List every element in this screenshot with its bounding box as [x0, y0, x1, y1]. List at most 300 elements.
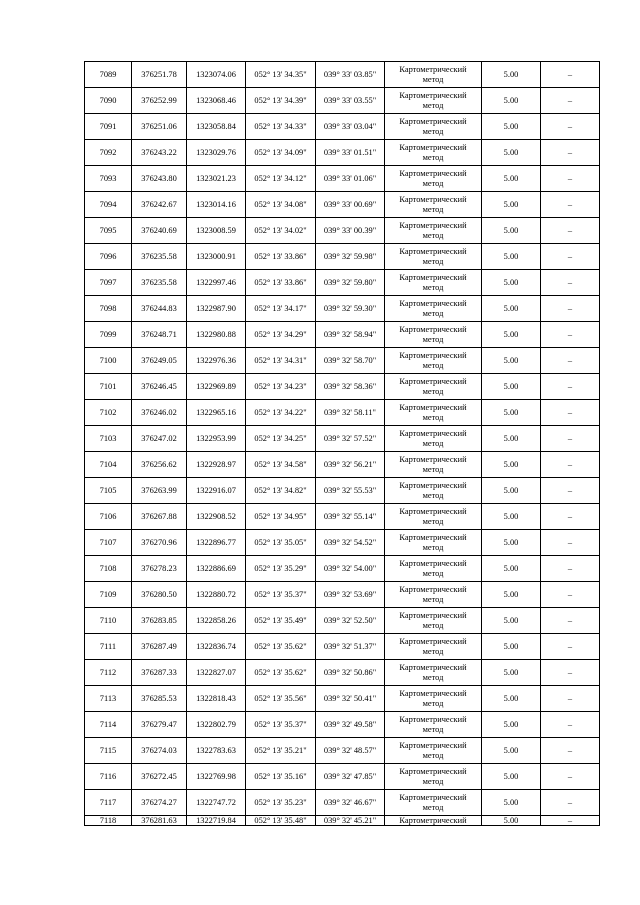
- cell-accuracy: 5.00: [482, 348, 541, 374]
- cell-lon: 039° 32' 53.69": [316, 582, 385, 608]
- cell-x: 376251.78: [132, 62, 187, 88]
- cell-num: 7110: [85, 608, 132, 634]
- method-line: метод: [422, 464, 444, 474]
- cell-method: [385, 686, 482, 712]
- cell-accuracy: 5.00: [482, 660, 541, 686]
- cell-num: 7108: [85, 556, 132, 582]
- cell-note: –: [541, 348, 600, 374]
- method-line: метод: [422, 724, 444, 734]
- cell-y: 1323058.84: [187, 114, 246, 140]
- cell-y: 1322747.72: [187, 790, 246, 816]
- table-row: [85, 478, 600, 504]
- table-row: [85, 582, 600, 608]
- cell-lon: 039° 32' 57.52": [316, 426, 385, 452]
- cell-note: –: [541, 790, 600, 816]
- cell-num: 7107: [85, 530, 132, 556]
- method-line: Картометрический: [399, 558, 467, 568]
- method-line: метод: [422, 360, 444, 370]
- cell-num: 7116: [85, 764, 132, 790]
- cell-y: 1322916.07: [187, 478, 246, 504]
- cell-y: 1322969.89: [187, 374, 246, 400]
- cell-lon: 039° 32' 45.21": [316, 816, 385, 826]
- cell-x: 376246.02: [132, 400, 187, 426]
- cell-lat: 052° 13' 34.09": [246, 140, 316, 166]
- cell-lat: 052° 13' 34.02": [246, 218, 316, 244]
- method-line: метод: [422, 542, 444, 552]
- cell-y: 1322976.36: [187, 348, 246, 374]
- cell-num: 7096: [85, 244, 132, 270]
- cell-note: –: [541, 686, 600, 712]
- method-line: Картометрический: [399, 350, 467, 360]
- cell-method: [385, 140, 482, 166]
- cell-lon: 039° 32' 58.11": [316, 400, 385, 426]
- cell-y: 1322886.69: [187, 556, 246, 582]
- cell-lat: 052° 13' 35.29": [246, 556, 316, 582]
- cell-method: [385, 400, 482, 426]
- cell-num: 7090: [85, 88, 132, 114]
- cell-lon: 039° 32' 58.36": [316, 374, 385, 400]
- cell-method: [385, 244, 482, 270]
- cell-method: [385, 582, 482, 608]
- table-row: [85, 816, 600, 826]
- cell-method: [385, 114, 482, 140]
- cell-num: 7117: [85, 790, 132, 816]
- table-row: [85, 296, 600, 322]
- cell-lon: 039° 33' 03.04": [316, 114, 385, 140]
- cell-x: 376274.03: [132, 738, 187, 764]
- method-line: Картометрический: [399, 142, 467, 152]
- cell-note: –: [541, 166, 600, 192]
- cell-method: [385, 816, 482, 826]
- table-row: [85, 374, 600, 400]
- table-row: [85, 764, 600, 790]
- cell-num: 7099: [85, 322, 132, 348]
- cell-lat: 052° 13' 35.62": [246, 660, 316, 686]
- cell-y: 1322908.52: [187, 504, 246, 530]
- cell-method: [385, 166, 482, 192]
- cell-method: [385, 192, 482, 218]
- cell-y: 1322719.84: [187, 816, 246, 826]
- cell-note: –: [541, 556, 600, 582]
- method-line: метод: [422, 178, 444, 188]
- method-line: Картометрический: [399, 90, 467, 100]
- cell-accuracy: 5.00: [482, 218, 541, 244]
- method-line: метод: [422, 386, 444, 396]
- cell-y: 1322827.07: [187, 660, 246, 686]
- cell-note: –: [541, 140, 600, 166]
- cell-accuracy: 5.00: [482, 530, 541, 556]
- cell-method: [385, 296, 482, 322]
- cell-lat: 052° 13' 33.86": [246, 244, 316, 270]
- cell-note: –: [541, 764, 600, 790]
- table-row: [85, 62, 600, 88]
- cell-num: 7112: [85, 660, 132, 686]
- cell-x: 376251.06: [132, 114, 187, 140]
- cell-num: 7104: [85, 452, 132, 478]
- cell-x: 376279.47: [132, 712, 187, 738]
- method-line: метод: [422, 776, 444, 786]
- method-line: Картометрический: [399, 376, 467, 386]
- cell-accuracy: 5.00: [482, 686, 541, 712]
- table-row: [85, 192, 600, 218]
- cell-accuracy: 5.00: [482, 426, 541, 452]
- cell-lon: 039° 32' 50.41": [316, 686, 385, 712]
- method-line: Картометрический: [399, 64, 467, 74]
- cell-accuracy: 5.00: [482, 790, 541, 816]
- cell-method: [385, 556, 482, 582]
- cell-accuracy: 5.00: [482, 816, 541, 826]
- cell-note: –: [541, 816, 600, 826]
- cell-method: [385, 738, 482, 764]
- cell-lon: 039° 33' 03.85": [316, 62, 385, 88]
- cell-lon: 039° 32' 51.37": [316, 634, 385, 660]
- cell-note: –: [541, 712, 600, 738]
- cell-method: [385, 712, 482, 738]
- cell-accuracy: 5.00: [482, 556, 541, 582]
- method-line: Картометрический: [399, 688, 467, 698]
- cell-y: 1322980.88: [187, 322, 246, 348]
- cell-num: 7101: [85, 374, 132, 400]
- cell-lat: 052° 13' 35.23": [246, 790, 316, 816]
- method-line: Картометрический: [399, 272, 467, 282]
- cell-lon: 039° 32' 47.85": [316, 764, 385, 790]
- method-line: Картометрический: [399, 402, 467, 412]
- cell-method: [385, 634, 482, 660]
- method-line: Картометрический: [399, 636, 467, 646]
- cell-lon: 039° 32' 49.58": [316, 712, 385, 738]
- cell-lon: 039° 33' 00.39": [316, 218, 385, 244]
- cell-x: 376256.62: [132, 452, 187, 478]
- cell-y: 1322858.26: [187, 608, 246, 634]
- table-row: [85, 114, 600, 140]
- method-line: Картометрический: [399, 584, 467, 594]
- cell-num: 7089: [85, 62, 132, 88]
- cell-x: 376247.02: [132, 426, 187, 452]
- cell-accuracy: 5.00: [482, 504, 541, 530]
- cell-accuracy: 5.00: [482, 192, 541, 218]
- cell-x: 376242.67: [132, 192, 187, 218]
- method-line: метод: [422, 672, 444, 682]
- method-line: Картометрический: [399, 168, 467, 178]
- method-line: Картометрический: [399, 220, 467, 230]
- cell-accuracy: 5.00: [482, 88, 541, 114]
- cell-num: 7100: [85, 348, 132, 374]
- cell-lon: 039° 32' 58.70": [316, 348, 385, 374]
- cell-num: 7115: [85, 738, 132, 764]
- cell-note: –: [541, 582, 600, 608]
- method-line: Картометрический: [399, 766, 467, 776]
- cell-lat: 052° 13' 35.62": [246, 634, 316, 660]
- cell-x: 376252.99: [132, 88, 187, 114]
- table-row: [85, 634, 600, 660]
- cell-accuracy: 5.00: [482, 166, 541, 192]
- cell-num: 7111: [85, 634, 132, 660]
- cell-num: 7105: [85, 478, 132, 504]
- cell-y: 1322928.97: [187, 452, 246, 478]
- cell-num: 7092: [85, 140, 132, 166]
- cell-note: –: [541, 218, 600, 244]
- cell-x: 376267.88: [132, 504, 187, 530]
- cell-accuracy: 5.00: [482, 764, 541, 790]
- method-line: Картометрический: [399, 792, 467, 802]
- cell-note: –: [541, 608, 600, 634]
- cell-lat: 052° 13' 34.58": [246, 452, 316, 478]
- cell-method: [385, 660, 482, 686]
- method-line: Картометрический: [399, 662, 467, 672]
- cell-accuracy: 5.00: [482, 140, 541, 166]
- method-line: метод: [422, 74, 444, 84]
- table-row: [85, 270, 600, 296]
- cell-note: –: [541, 530, 600, 556]
- cell-x: 376240.69: [132, 218, 187, 244]
- cell-accuracy: 5.00: [482, 712, 541, 738]
- method-line: метод: [422, 230, 444, 240]
- cell-x: 376287.49: [132, 634, 187, 660]
- cell-num: 7095: [85, 218, 132, 244]
- cell-note: –: [541, 426, 600, 452]
- cell-x: 376287.33: [132, 660, 187, 686]
- cell-x: 376246.45: [132, 374, 187, 400]
- cell-x: 376243.22: [132, 140, 187, 166]
- table-row: [85, 140, 600, 166]
- cell-accuracy: 5.00: [482, 608, 541, 634]
- cell-x: 376270.96: [132, 530, 187, 556]
- table-row: [85, 426, 600, 452]
- cell-num: 7102: [85, 400, 132, 426]
- cell-lon: 039° 32' 59.98": [316, 244, 385, 270]
- cell-lat: 052° 13' 34.17": [246, 296, 316, 322]
- cell-num: 7091: [85, 114, 132, 140]
- cell-note: –: [541, 400, 600, 426]
- cell-x: 376249.05: [132, 348, 187, 374]
- cell-lat: 052° 13' 34.82": [246, 478, 316, 504]
- method-line: метод: [422, 646, 444, 656]
- cell-lon: 039° 33' 00.69": [316, 192, 385, 218]
- cell-method: [385, 608, 482, 634]
- cell-accuracy: 5.00: [482, 322, 541, 348]
- cell-note: –: [541, 192, 600, 218]
- method-line: метод: [422, 594, 444, 604]
- method-line: Картометрический: [399, 532, 467, 542]
- cell-num: 7109: [85, 582, 132, 608]
- cell-x: 376235.58: [132, 244, 187, 270]
- cell-num: 7098: [85, 296, 132, 322]
- cell-lon: 039° 32' 48.57": [316, 738, 385, 764]
- cell-lat: 052° 13' 34.35": [246, 62, 316, 88]
- table-row: [85, 166, 600, 192]
- method-line: метод: [422, 256, 444, 266]
- cell-lon: 039° 33' 03.55": [316, 88, 385, 114]
- method-line: Картометрический: [399, 610, 467, 620]
- cell-y: 1322769.98: [187, 764, 246, 790]
- cell-method: [385, 504, 482, 530]
- cell-lat: 052° 13' 35.48": [246, 816, 316, 826]
- cell-accuracy: 5.00: [482, 244, 541, 270]
- cell-y: 1323014.16: [187, 192, 246, 218]
- cell-num: 7114: [85, 712, 132, 738]
- cell-note: –: [541, 660, 600, 686]
- method-line: метод: [422, 152, 444, 162]
- cell-lon: 039° 33' 01.06": [316, 166, 385, 192]
- cell-x: 376248.71: [132, 322, 187, 348]
- cell-note: –: [541, 88, 600, 114]
- cell-lat: 052° 13' 35.05": [246, 530, 316, 556]
- cell-lon: 039° 32' 54.52": [316, 530, 385, 556]
- method-line: метод: [422, 438, 444, 448]
- cell-y: 1322987.90: [187, 296, 246, 322]
- cell-y: 1322880.72: [187, 582, 246, 608]
- cell-y: 1322818.43: [187, 686, 246, 712]
- cell-y: 1323074.06: [187, 62, 246, 88]
- cell-lon: 039° 32' 54.00": [316, 556, 385, 582]
- method-line: метод: [422, 204, 444, 214]
- method-line: Картометрический: [399, 816, 467, 825]
- cell-accuracy: 5.00: [482, 296, 541, 322]
- method-line: Картометрический: [399, 480, 467, 490]
- method-line: метод: [422, 698, 444, 708]
- table-row: [85, 608, 600, 634]
- cell-lat: 052° 13' 34.22": [246, 400, 316, 426]
- table-row: [85, 530, 600, 556]
- method-line: метод: [422, 568, 444, 578]
- cell-num: 7113: [85, 686, 132, 712]
- cell-method: [385, 426, 482, 452]
- table-row: [85, 452, 600, 478]
- table-row: [85, 504, 600, 530]
- cell-method: [385, 322, 482, 348]
- cell-method: [385, 374, 482, 400]
- cell-x: 376283.85: [132, 608, 187, 634]
- cell-lat: 052° 13' 34.29": [246, 322, 316, 348]
- cell-note: –: [541, 478, 600, 504]
- cell-accuracy: 5.00: [482, 62, 541, 88]
- cell-accuracy: 5.00: [482, 114, 541, 140]
- cell-x: 376235.58: [132, 270, 187, 296]
- table-row: [85, 556, 600, 582]
- cell-x: 376244.83: [132, 296, 187, 322]
- method-line: метод: [422, 412, 444, 422]
- cell-y: 1323068.46: [187, 88, 246, 114]
- cell-lon: 039° 32' 59.30": [316, 296, 385, 322]
- cell-lon: 039° 32' 52.50": [316, 608, 385, 634]
- table-row: [85, 790, 600, 816]
- cell-x: 376263.99: [132, 478, 187, 504]
- cell-lat: 052° 13' 35.37": [246, 582, 316, 608]
- cell-lat: 052° 13' 35.56": [246, 686, 316, 712]
- cell-lat: 052° 13' 34.31": [246, 348, 316, 374]
- cell-y: 1323008.59: [187, 218, 246, 244]
- cell-method: [385, 764, 482, 790]
- cell-y: 1323029.76: [187, 140, 246, 166]
- method-line: метод: [422, 490, 444, 500]
- cell-y: 1322997.46: [187, 270, 246, 296]
- method-line: Картометрический: [399, 194, 467, 204]
- cell-accuracy: 5.00: [482, 400, 541, 426]
- cell-lat: 052° 13' 34.39": [246, 88, 316, 114]
- cell-lat: 052° 13' 34.25": [246, 426, 316, 452]
- cell-y: 1322965.16: [187, 400, 246, 426]
- table-row: [85, 244, 600, 270]
- method-line: Картометрический: [399, 324, 467, 334]
- cell-note: –: [541, 322, 600, 348]
- coordinates-table: [84, 61, 600, 826]
- cell-num: 7094: [85, 192, 132, 218]
- cell-lat: 052° 13' 34.23": [246, 374, 316, 400]
- cell-accuracy: 5.00: [482, 582, 541, 608]
- cell-lat: 052° 13' 34.95": [246, 504, 316, 530]
- cell-accuracy: 5.00: [482, 634, 541, 660]
- method-line: Картометрический: [399, 246, 467, 256]
- table-row: [85, 88, 600, 114]
- table-row: [85, 660, 600, 686]
- cell-y: 1322802.79: [187, 712, 246, 738]
- method-line: метод: [422, 126, 444, 136]
- cell-note: –: [541, 244, 600, 270]
- cell-num: 7093: [85, 166, 132, 192]
- cell-accuracy: 5.00: [482, 738, 541, 764]
- cell-note: –: [541, 296, 600, 322]
- cell-lat: 052° 13' 35.49": [246, 608, 316, 634]
- table-row: [85, 218, 600, 244]
- cell-lat: 052° 13' 34.08": [246, 192, 316, 218]
- table-row: [85, 712, 600, 738]
- cell-accuracy: 5.00: [482, 452, 541, 478]
- table-row: [85, 322, 600, 348]
- cell-note: –: [541, 114, 600, 140]
- table-body: [85, 62, 600, 826]
- cell-accuracy: 5.00: [482, 270, 541, 296]
- cell-num: 7097: [85, 270, 132, 296]
- method-line: метод: [422, 308, 444, 318]
- cell-lat: 052° 13' 35.16": [246, 764, 316, 790]
- cell-lat: 052° 13' 34.33": [246, 114, 316, 140]
- method-line: метод: [422, 516, 444, 526]
- cell-x: 376281.63: [132, 816, 187, 826]
- method-line: метод: [422, 802, 444, 812]
- table-row: [85, 738, 600, 764]
- cell-accuracy: 5.00: [482, 374, 541, 400]
- method-line: метод: [422, 282, 444, 292]
- method-line: метод: [422, 100, 444, 110]
- cell-num: 7118: [85, 816, 132, 826]
- cell-x: 376272.45: [132, 764, 187, 790]
- cell-lon: 039° 32' 50.86": [316, 660, 385, 686]
- cell-method: [385, 452, 482, 478]
- cell-method: [385, 270, 482, 296]
- method-line: Картометрический: [399, 298, 467, 308]
- cell-method: [385, 530, 482, 556]
- cell-x: 376274.27: [132, 790, 187, 816]
- cell-note: –: [541, 374, 600, 400]
- cell-lon: 039° 32' 55.14": [316, 504, 385, 530]
- cell-x: 376280.50: [132, 582, 187, 608]
- cell-lon: 039° 32' 59.80": [316, 270, 385, 296]
- cell-x: 376243.80: [132, 166, 187, 192]
- cell-note: –: [541, 738, 600, 764]
- cell-num: 7103: [85, 426, 132, 452]
- cell-y: 1322836.74: [187, 634, 246, 660]
- cell-x: 376285.53: [132, 686, 187, 712]
- cell-lat: 052° 13' 35.21": [246, 738, 316, 764]
- cell-lat: 052° 13' 33.86": [246, 270, 316, 296]
- method-line: метод: [422, 750, 444, 760]
- cell-lon: 039° 32' 58.94": [316, 322, 385, 348]
- cell-lon: 039° 32' 46.67": [316, 790, 385, 816]
- cell-method: [385, 218, 482, 244]
- table-row: [85, 348, 600, 374]
- cell-accuracy: 5.00: [482, 478, 541, 504]
- cell-y: 1323000.91: [187, 244, 246, 270]
